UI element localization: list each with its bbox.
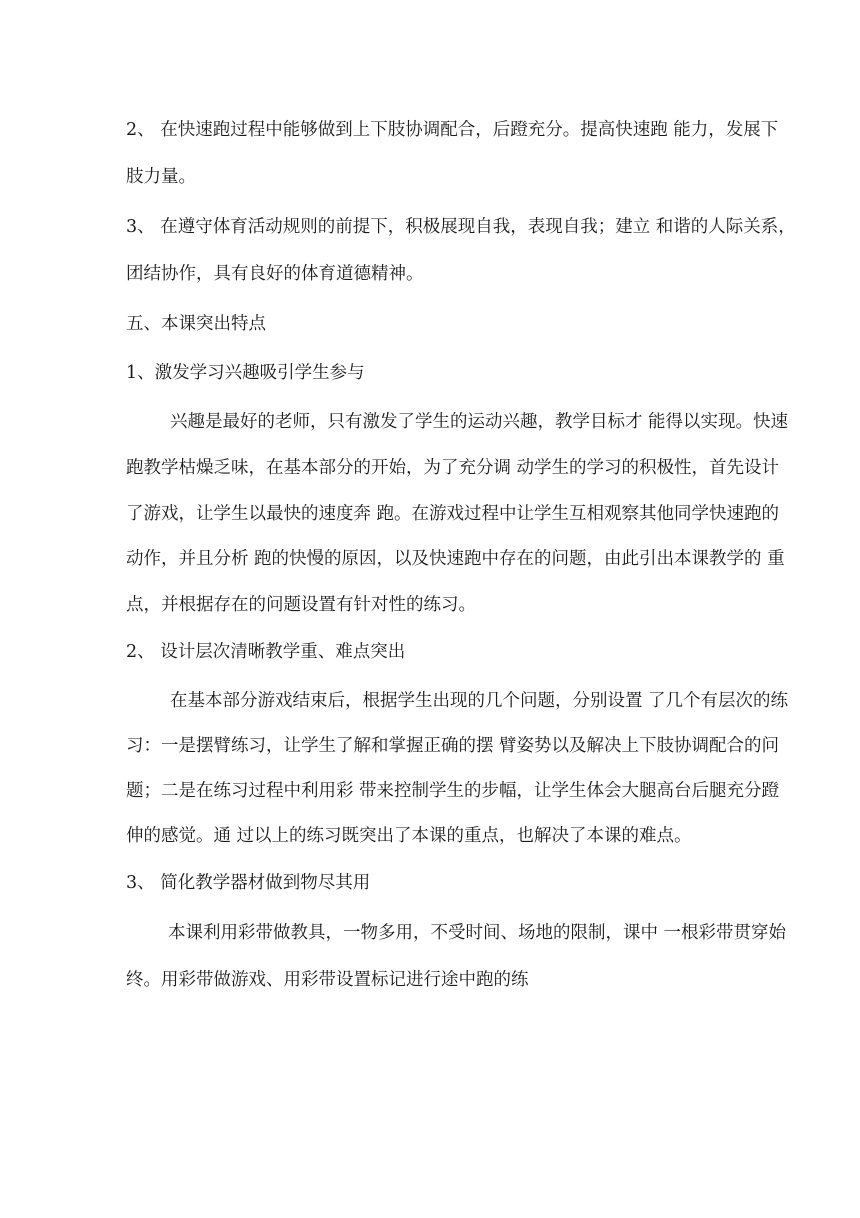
list-item-3-line-2: 团结协作，具有良好的体育道德精神。 [126, 264, 424, 284]
paragraph-2-line-1: 在基本部分游戏结束后，根据学生出现的几个问题，分别设置 了几个有层次的练 [170, 691, 789, 711]
paragraph-3-line-1: 本课利用彩带做教具，一物多用，不受时间、场地的限制，课中 一根彩带贯穿始 [168, 923, 787, 943]
paragraph-1-line-2: 跑教学枯燥乏味，在基本部分的开始，为了充分调 动学生的学习的积极性，首先设计 [126, 458, 780, 478]
paragraph-3-line-2: 终。用彩带做游戏、用彩带设置标记进行途中跑的练 [126, 970, 529, 990]
paragraph-1-line-4: 动作，并且分析 跑的快慢的原因，以及快速跑中存在的问题，由此引出本课教学的 重 [126, 549, 785, 569]
paragraph-2-line-4: 伸的感觉。通 过以上的练习既突出了本课的重点，也解决了本课的难点。 [126, 826, 692, 846]
list-item-2-line-1: 2、 在快速跑过程中能够做到上下肢协调配合，后蹬充分。提高快速跑 能力，发展下 [126, 120, 779, 140]
subheading-3: 3、 简化教学器材做到物尽其用 [126, 873, 371, 893]
paragraph-2-line-2: 习：一是摆臂练习，让学生了解和掌握正确的摆 臂姿势以及解决上下肢协调配合的问 [126, 736, 780, 756]
paragraph-2-line-3: 题；二是在练习过程中利用彩 带来控制学生的步幅，让学生体会大腿高台后腿充分蹬 [126, 781, 780, 801]
subheading-1: 1、激发学习兴趣吸引学生参与 [126, 363, 365, 383]
list-item-2-line-2: 肢力量。 [126, 167, 196, 187]
paragraph-1-line-3: 了游戏，让学生以最快的速度奔 跑。在游戏过程中让学生互相观察其他同学快速跑的 [126, 504, 780, 524]
subheading-2: 2、 设计层次清晰教学重、难点突出 [126, 642, 406, 662]
section-heading: 五、本课突出特点 [126, 314, 266, 334]
paragraph-1-line-1: 兴趣是最好的老师，只有激发了学生的运动兴趣，教学目标才 能得以实现。快速 [170, 412, 789, 432]
list-item-3-line-1: 3、 在遵守体育活动规则的前提下，积极展现自我，表现自我；建立 和谐的人际关系， [126, 217, 796, 237]
paragraph-1-line-5: 点，并根据存在的问题设置有针对性的练习。 [126, 595, 476, 615]
